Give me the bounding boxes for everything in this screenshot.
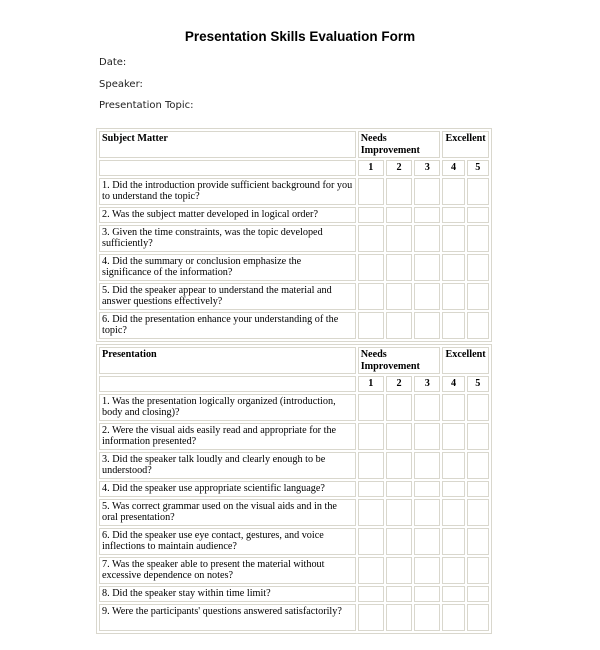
rating-cell-2[interactable]: [386, 586, 412, 602]
rating-cell-2[interactable]: [386, 604, 412, 631]
date-label: Date:: [99, 57, 127, 68]
rating-cell-2[interactable]: [386, 452, 412, 479]
rating-cell-1[interactable]: [358, 312, 384, 339]
rating-cell-2[interactable]: [386, 254, 412, 281]
rating-cell-2[interactable]: [386, 423, 412, 450]
table-row: [99, 225, 489, 252]
rating-cell-4[interactable]: [442, 423, 464, 450]
rating-cell-5[interactable]: [467, 312, 489, 339]
rating-cell-3[interactable]: [414, 586, 440, 602]
rating-cell-1[interactable]: [358, 423, 384, 450]
rating-cell-2[interactable]: [386, 283, 412, 310]
speaker-label: Speaker:: [99, 79, 143, 90]
section-heading: Presentation: [99, 347, 356, 374]
rating-cell-2[interactable]: [386, 178, 412, 205]
table-row: [99, 452, 489, 479]
scale-2: 2: [386, 376, 412, 392]
rating-cell-1[interactable]: [358, 283, 384, 310]
table-row: [99, 254, 489, 281]
rating-cell-5[interactable]: [467, 394, 489, 421]
rating-cell-4[interactable]: [442, 394, 464, 421]
question-text: 1. Did the introduction provide sufficient background for you to understand the topic?: [99, 178, 356, 205]
scale-1: 1: [358, 160, 384, 176]
excellent-header: Excellent: [442, 131, 489, 158]
scale-row: [99, 160, 489, 176]
rating-cell-1[interactable]: [358, 394, 384, 421]
rating-cell-1[interactable]: [358, 254, 384, 281]
rating-cell-4[interactable]: [442, 586, 464, 602]
question-text: 6. Did the speaker use eye contact, gestures, and voice inflections to maintain audience?: [99, 528, 356, 555]
rating-cell-4[interactable]: [442, 178, 464, 205]
excellent-header: Excellent: [442, 347, 489, 374]
rating-cell-3[interactable]: [414, 207, 440, 223]
section-heading: Subject Matter: [99, 131, 356, 158]
scale-1: 1: [358, 376, 384, 392]
table-row: [99, 207, 489, 223]
question-text: 9. Were the participants' questions answered satisfactorily?: [99, 604, 356, 631]
scale-4: 4: [442, 376, 464, 392]
scale-2: 2: [386, 160, 412, 176]
rating-cell-4[interactable]: [442, 207, 464, 223]
rating-cell-2[interactable]: [386, 207, 412, 223]
rating-cell-3[interactable]: [414, 557, 440, 584]
rating-cell-5[interactable]: [467, 207, 489, 223]
needs-improvement-header: Needs Improvement: [358, 131, 441, 158]
presentation-table: [96, 344, 492, 634]
question-text: 4. Did the summary or conclusion emphasize the significance of the information?: [99, 254, 356, 281]
rating-cell-5[interactable]: [467, 499, 489, 526]
rating-cell-4[interactable]: [442, 452, 464, 479]
rating-cell-4[interactable]: [442, 225, 464, 252]
rating-cell-3[interactable]: [414, 481, 440, 497]
rating-cell-4[interactable]: [442, 557, 464, 584]
question-text: 3. Did the speaker talk loudly and clearly enough to be understood?: [99, 452, 356, 479]
table-row: [99, 394, 489, 421]
table-header-row: [99, 131, 489, 158]
question-text: 2. Was the subject matter developed in logical order?: [99, 207, 356, 223]
table-row: [99, 499, 489, 526]
rating-cell-1[interactable]: [358, 586, 384, 602]
question-text: 6. Did the presentation enhance your understanding of the topic?: [99, 312, 356, 339]
rating-cell-2[interactable]: [386, 394, 412, 421]
rating-cell-4[interactable]: [442, 283, 464, 310]
rating-cell-2[interactable]: [386, 528, 412, 555]
subject-matter-table: [96, 128, 492, 342]
table-row: [99, 586, 489, 602]
rating-cell-1[interactable]: [358, 499, 384, 526]
table-header-row: [99, 347, 489, 374]
needs-improvement-header: Needs Improvement: [358, 347, 441, 374]
rating-cell-1[interactable]: [358, 528, 384, 555]
rating-cell-1[interactable]: [358, 452, 384, 479]
rating-cell-4[interactable]: [442, 312, 464, 339]
rating-cell-5[interactable]: [467, 481, 489, 497]
question-text: 3. Given the time constraints, was the topic developed sufficiently?: [99, 225, 356, 252]
question-text: 1. Was the presentation logically organized (introduction, body and closing)?: [99, 394, 356, 421]
table-row: [99, 312, 489, 339]
rating-cell-1[interactable]: [358, 207, 384, 223]
rating-cell-3[interactable]: [414, 312, 440, 339]
rating-cell-1[interactable]: [358, 481, 384, 497]
rating-cell-3[interactable]: [414, 499, 440, 526]
rating-cell-4[interactable]: [442, 604, 464, 631]
table-row: [99, 423, 489, 450]
question-text: 2. Were the visual aids easily read and appropriate for the information presented?: [99, 423, 356, 450]
rating-cell-5[interactable]: [467, 604, 489, 631]
rating-cell-3[interactable]: [414, 528, 440, 555]
scale-4: 4: [442, 160, 464, 176]
rating-cell-1[interactable]: [358, 557, 384, 584]
table-row: [99, 528, 489, 555]
question-text: 7. Was the speaker able to present the material without excessive dependence on notes?: [99, 557, 356, 584]
rating-cell-5[interactable]: [467, 225, 489, 252]
rating-cell-4[interactable]: [442, 528, 464, 555]
scale-row: [99, 376, 489, 392]
scale-3: 3: [414, 160, 440, 176]
rating-cell-5[interactable]: [467, 254, 489, 281]
rating-cell-2[interactable]: [386, 312, 412, 339]
question-text: 5. Did the speaker appear to understand the material and answer questions effectively?: [99, 283, 356, 310]
rating-cell-1[interactable]: [358, 604, 384, 631]
empty-cell: [99, 376, 356, 392]
scale-5: 5: [467, 376, 489, 392]
rating-cell-3[interactable]: [414, 254, 440, 281]
rating-cell-5[interactable]: [467, 423, 489, 450]
scale-3: 3: [414, 376, 440, 392]
rating-cell-4[interactable]: [442, 499, 464, 526]
rating-cell-5[interactable]: [467, 452, 489, 479]
rating-cell-5[interactable]: [467, 178, 489, 205]
rating-cell-3[interactable]: [414, 604, 440, 631]
rating-cell-5[interactable]: [467, 586, 489, 602]
rating-cell-3[interactable]: [414, 423, 440, 450]
rating-cell-1[interactable]: [358, 178, 384, 205]
question-text: 5. Was correct grammar used on the visual aids and in the oral presentation?: [99, 499, 356, 526]
table-row: [99, 283, 489, 310]
rating-cell-2[interactable]: [386, 499, 412, 526]
rating-cell-5[interactable]: [467, 528, 489, 555]
empty-cell: [99, 160, 356, 176]
form-title: Presentation Skills Evaluation Form: [184, 29, 416, 44]
rating-cell-4[interactable]: [442, 481, 464, 497]
rating-cell-3[interactable]: [414, 452, 440, 479]
rating-cell-3[interactable]: [414, 394, 440, 421]
presentation-topic-label: Presentation Topic:: [99, 100, 194, 111]
question-text: 8. Did the speaker stay within time limit?: [99, 586, 356, 602]
scale-5: 5: [467, 160, 489, 176]
rating-cell-3[interactable]: [414, 283, 440, 310]
rating-cell-2[interactable]: [386, 557, 412, 584]
table-row: [99, 178, 489, 205]
table-row: [99, 557, 489, 584]
table-row: [99, 604, 489, 631]
table-row: [99, 481, 489, 497]
rating-cell-1[interactable]: [358, 225, 384, 252]
rating-cell-4[interactable]: [442, 254, 464, 281]
question-text: 4. Did the speaker use appropriate scientific language?: [99, 481, 356, 497]
rating-cell-2[interactable]: [386, 225, 412, 252]
rating-cell-5[interactable]: [467, 283, 489, 310]
rating-cell-3[interactable]: [414, 178, 440, 205]
rating-cell-2[interactable]: [386, 481, 412, 497]
rating-cell-5[interactable]: [467, 557, 489, 584]
rating-cell-3[interactable]: [414, 225, 440, 252]
